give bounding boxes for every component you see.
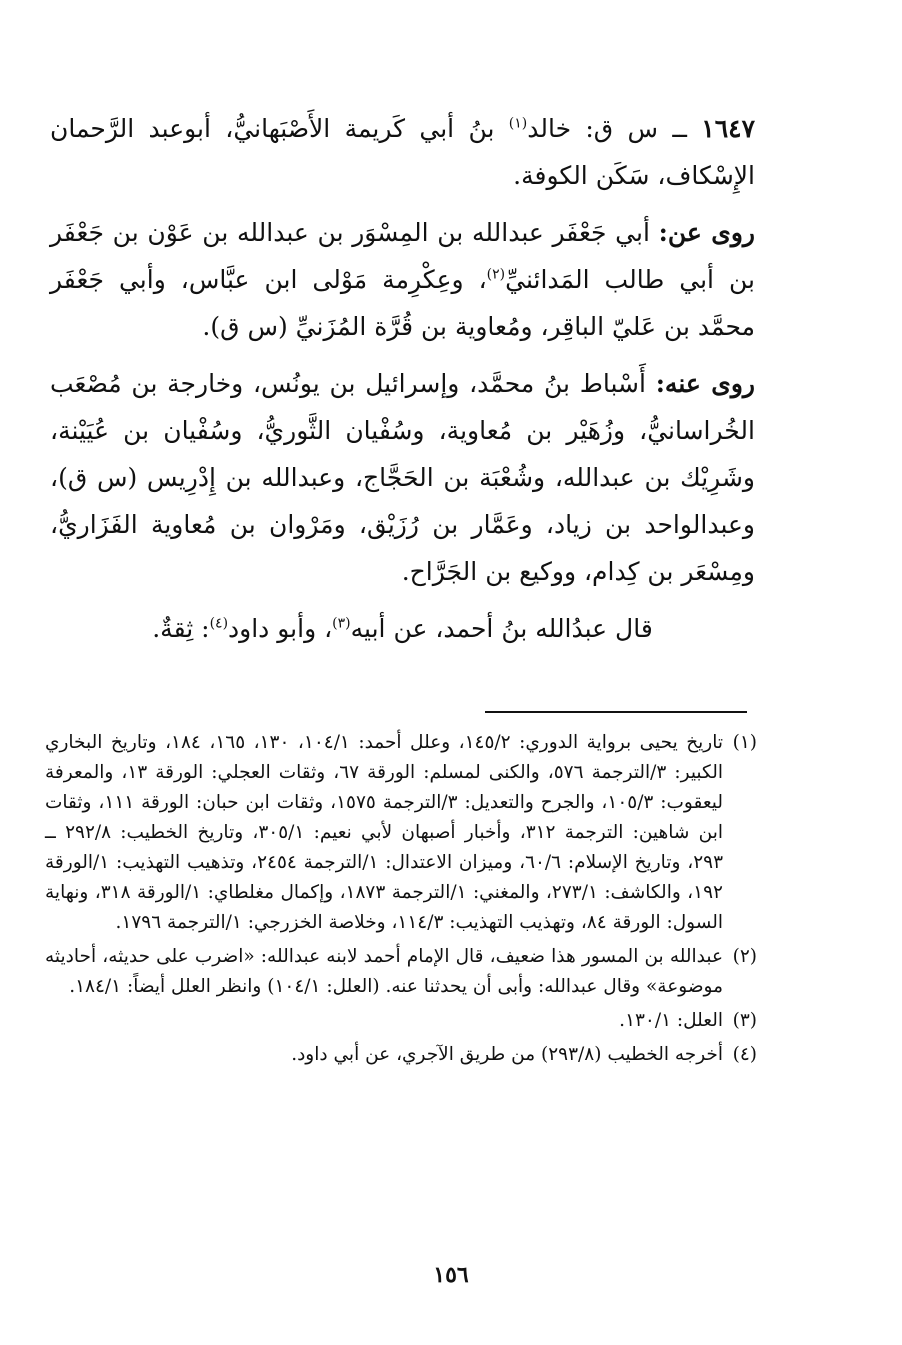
entry-header — [50, 105, 755, 199]
footnote-text: العلل: ١٣٠/١. — [619, 1009, 723, 1031]
footnote-ref-3: (٣) — [332, 615, 351, 632]
footnote-text: أخرجه الخطيب (٢٩٣/٨) من طريق الآجري، عن أبي داود. — [291, 1043, 723, 1065]
main-text — [50, 105, 755, 662]
footnote-ref-2: (٢) — [486, 266, 506, 283]
footnote-text: عبدالله بن المسور هذا ضعيف، قال الإمام أحمد لابنه عبدالله: «اضرب على حديثه، أحاديثه موضوعة» وقال عبدالله: وأبى أن يحدثنا عنه. (العلل: ١٠٤/١) وانظر العلل أيضاً: ١٨٤/١. — [45, 945, 723, 997]
narrated-from-text-2: ، وعِكْرِمة مَوْلى ابن عبَّاس، وأبي جَعْفَر محمَّد بن عَليّ الباقِر، ومُعاوية بن قُرَّة المُزَنيِّ (س ق). — [50, 265, 755, 341]
narrated-by-text: أَسْباط بنُ محمَّد، وإسرائيل بن يونُس، وخارجة بن مُصْعَب الخُراسانيُّ، وزُهَيْر بن مُعاوية، وسُفْيان الثَّوريُّ، وسُفْيان بن عُيَيْنة، وشَرِيْك بن عبدالله، وشُعْبَة بن الحَجَّاج، وعبدالله بن إِدْرِيس (س ق)، وعبدالواحد بن زياد، وعَمَّار بن رُزَيْق، ومَرْوان بن مُعاوية الفَزَاريُّ، ومِسْعَر بن كِدام، ووكيع بن الجَرَّاح. — [50, 369, 755, 586]
footnote-1 — [45, 728, 757, 938]
narrated-from-text-1: أبي جَعْفَر عبدالله بن المِسْوَر بن عبدالله بن عَوْن بن جَعْفَر بن أبي طالب المَدائنيِّ — [50, 218, 755, 294]
entry-header-text: س ق: خالد — [527, 114, 658, 143]
footnote-ref-1: (١) — [508, 115, 528, 132]
narrated-by-lead: روى عنه: — [655, 369, 755, 398]
narrated-from-paragraph — [50, 209, 755, 350]
footnote-separator — [485, 711, 747, 713]
footnote-number: (١) — [732, 732, 757, 753]
narrated-from-lead: روى عن: — [658, 218, 756, 247]
verdict-paragraph — [50, 605, 755, 652]
narrated-by-paragraph — [50, 360, 755, 595]
entry-number: ١٦٤٧ — [701, 114, 755, 143]
footnote-text: تاريخ يحيى برواية الدوري: ١٤٥/٢، وعلل أحمد: ١٠٤/١، ١٣٠، ١٦٥، ١٨٤، وتاريخ البخاري الكبير: ٣/الترجمة ٥٧٦، والكنى لمسلم: الورقة ٦٧، وثقات العجلي: الورقة ١٣، والمعرفة ليعقوب: ١٠٥/٣، والجرح والتعديل: ٣/الترجمة ١٥٧٥، وثقات ابن حبان: الورقة ١١١، وثقات ابن شاهين: الترجمة ٣١٢، وأخبار أصبهان لأبي نعيم: ٣٠٥/١، وتاريخ الخطيب: ٢٩٢/٨ ــ ٢٩٣، وتاريخ الإسلام: ٦٠/٦، وميزان الاعتدال: ١/الترجمة ٢٤٥٤، وتذهيب التهذيب: ١/الورقة ١٩٢، والكاشف: ٢٧٣/١، والمغني: ١/الترجمة ١٨٧٣، وإكمال مغلطاي: ١/الورقة ٣١٨، ونهاية السول: الورقة ٨٤، وتهذيب التهذيب: ١١٤/٣، وخلاصة الخزرجي: ١/الترجمة ١٧٩٦. — [45, 732, 724, 933]
verdict-text-2: ، وأبو داود — [228, 614, 333, 643]
entry-dash: ــ — [658, 114, 702, 143]
footnote-number: (٣) — [732, 1009, 757, 1031]
page-number: ١٥٦ — [433, 1262, 469, 1288]
footnotes — [45, 728, 757, 1074]
verdict-text-1: قال عبدُالله بنُ أحمد، عن أبيه — [350, 614, 653, 643]
entry-header-rest: بنُ أبي كَريمة الأَصْبَهانيُّ، أبوعبد الرَّحمان الإِسْكاف، سَكَن الكوفة. — [50, 114, 755, 190]
footnote-2 — [45, 942, 757, 1002]
footnote-3 — [45, 1006, 757, 1036]
footnote-4 — [45, 1040, 757, 1070]
footnote-number: (٢) — [732, 945, 757, 967]
footnote-ref-4: (٤) — [209, 615, 229, 632]
footnote-number: (٤) — [732, 1043, 757, 1065]
verdict-text-3: : ثِقةٌ. — [152, 614, 210, 643]
